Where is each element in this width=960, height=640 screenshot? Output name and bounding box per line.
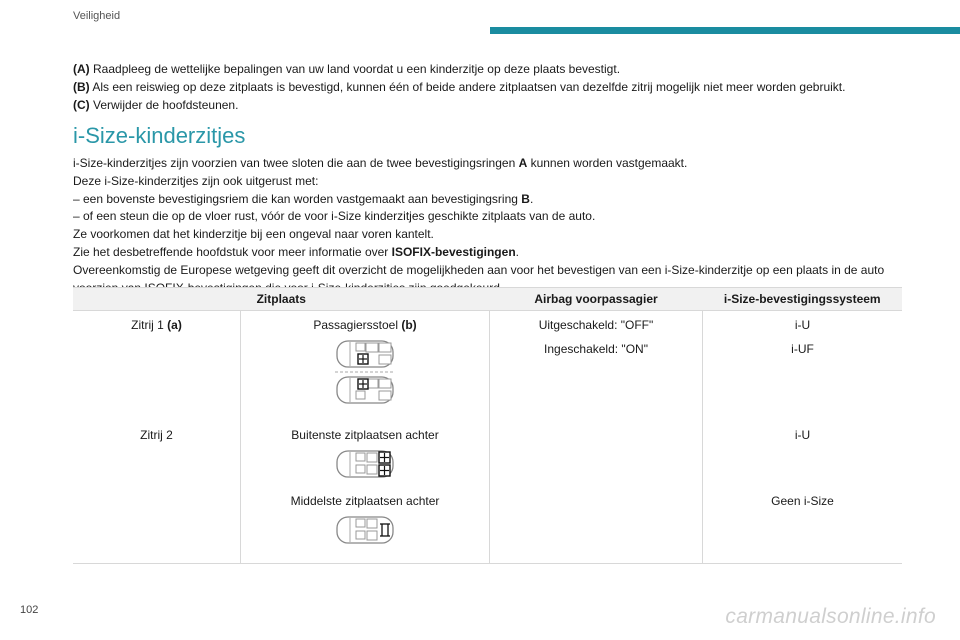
note-b <box>73 78 913 96</box>
note-a-text: Raadpleeg de wettelijke bepalingen van uw land voordat u een kinderzitje op deze plaats bevestigt. <box>89 62 621 76</box>
cell-system-row1 <box>703 311 903 421</box>
section-header: Veiligheid <box>73 10 121 22</box>
table-header-row <box>73 288 902 311</box>
passenger-seat-label: Passagiersstoel <box>313 318 402 332</box>
paragraph-regulation: Overeenkomstig de Europese wetgeving geeft dit overzicht de mogelijkheden aan voor het bevestigen van een i-Size-kinderzitje op een plaats in de auto <box>73 262 885 277</box>
isofix-reference: ISOFIX-bevestigingen <box>391 244 516 259</box>
airbag-on: Ingeschakeld: "ON" <box>544 342 648 356</box>
paragraph-equipped: Deze i-Size-kinderzitjes zijn ook uitgerust met: <box>73 173 319 188</box>
paragraph-anchors-text: i-Size-kinderzitjes zijn voorzien van twee sloten die aan de twee bevestigingsringen <box>73 156 519 170</box>
body-text <box>73 155 913 297</box>
isize-table <box>73 287 902 564</box>
note-c-text: Verwijder de hoofdsteunen. <box>89 98 239 112</box>
ring-b-label: B <box>521 191 530 206</box>
paragraph-see-chapter <box>73 244 913 262</box>
cell-airbag-empty <box>490 421 703 564</box>
rear-middle-label: Middelste zitplaatsen achter <box>290 493 440 508</box>
paragraph-anchors <box>73 155 913 173</box>
zitrij-2-label: Zitrij 2 <box>140 427 173 442</box>
table-row <box>73 311 902 421</box>
note-c <box>73 96 913 114</box>
table-row <box>73 421 902 564</box>
car-front-seat-icon <box>336 339 394 369</box>
paragraph-prevent-tilt: Ze voorkomen dat het kinderzitje bij een ongeval naar voren kantelt. <box>73 227 434 242</box>
cell-zitrij-2 <box>73 421 241 564</box>
car-rear-middle-icon <box>336 515 394 545</box>
zitrij-1-note: (a) <box>167 318 182 332</box>
cell-passenger-seat <box>241 311 490 421</box>
cell-airbag-status <box>490 311 703 421</box>
bullet-support-leg: – of een steun die op de vloer rust, vóór de voor i-Size kinderzitjes geschikte zitplaats van de auto. <box>73 209 596 224</box>
system-off-value: i-U <box>794 318 811 332</box>
dashed-divider <box>335 371 395 373</box>
bullet-top-tether-text: – een bovenste bevestigingsriem die kan worden vastgemaakt aan bevestigingsring <box>73 191 522 206</box>
note-a-label: (A) <box>73 62 90 76</box>
paragraph-anchors-end: kunnen worden vastgemaakt. <box>527 156 688 170</box>
note-c-label: (C) <box>73 98 90 112</box>
header-airbag: Airbag voorpassagier <box>490 288 703 311</box>
note-a <box>73 60 913 78</box>
cell-rear-seats <box>241 421 490 564</box>
passenger-seat-note: (b) <box>401 318 417 332</box>
car-rear-outer-icon <box>336 449 394 479</box>
cell-zitrij-1 <box>73 311 241 421</box>
note-b-text: Als een reiswieg op deze zitplaats is bevestigd, kunnen één of beide andere zitplaatsen van dezelfde zitrij mogelijk niet meer worden gebruikt. <box>89 80 846 94</box>
header-system: i-Size-bevestigingssysteem <box>703 288 903 311</box>
see-chapter-end: . <box>515 244 519 259</box>
bullet-top-tether-end: . <box>529 191 534 206</box>
airbag-off: Uitgeschakeld: "OFF" <box>538 318 654 332</box>
zitrij-1-label: Zitrij 1 <box>131 318 168 332</box>
cell-system-row2 <box>703 421 903 564</box>
system-outer-value: i-U <box>794 427 811 442</box>
header-zitplaats: Zitplaats <box>73 288 490 311</box>
note-b-label: (B) <box>73 80 90 94</box>
see-chapter-text: Zie het desbetreffende hoofdstuk voor meer informatie over <box>73 244 392 259</box>
system-on-value: i-UF <box>791 342 814 356</box>
notes-block <box>73 60 913 114</box>
ring-a-label: A <box>518 156 528 170</box>
watermark: carmanualsonline.info <box>725 605 936 628</box>
car-front-seat-airbag-icon <box>336 375 394 405</box>
bullet-top-tether <box>73 191 913 209</box>
section-title: i-Size-kinderzitjes <box>73 123 246 148</box>
header-accent-bar <box>490 27 960 34</box>
system-middle-value: Geen i-Size <box>771 493 834 508</box>
rear-outer-label: Buitenste zitplaatsen achter <box>291 427 439 442</box>
page-number: 102 <box>20 604 39 616</box>
